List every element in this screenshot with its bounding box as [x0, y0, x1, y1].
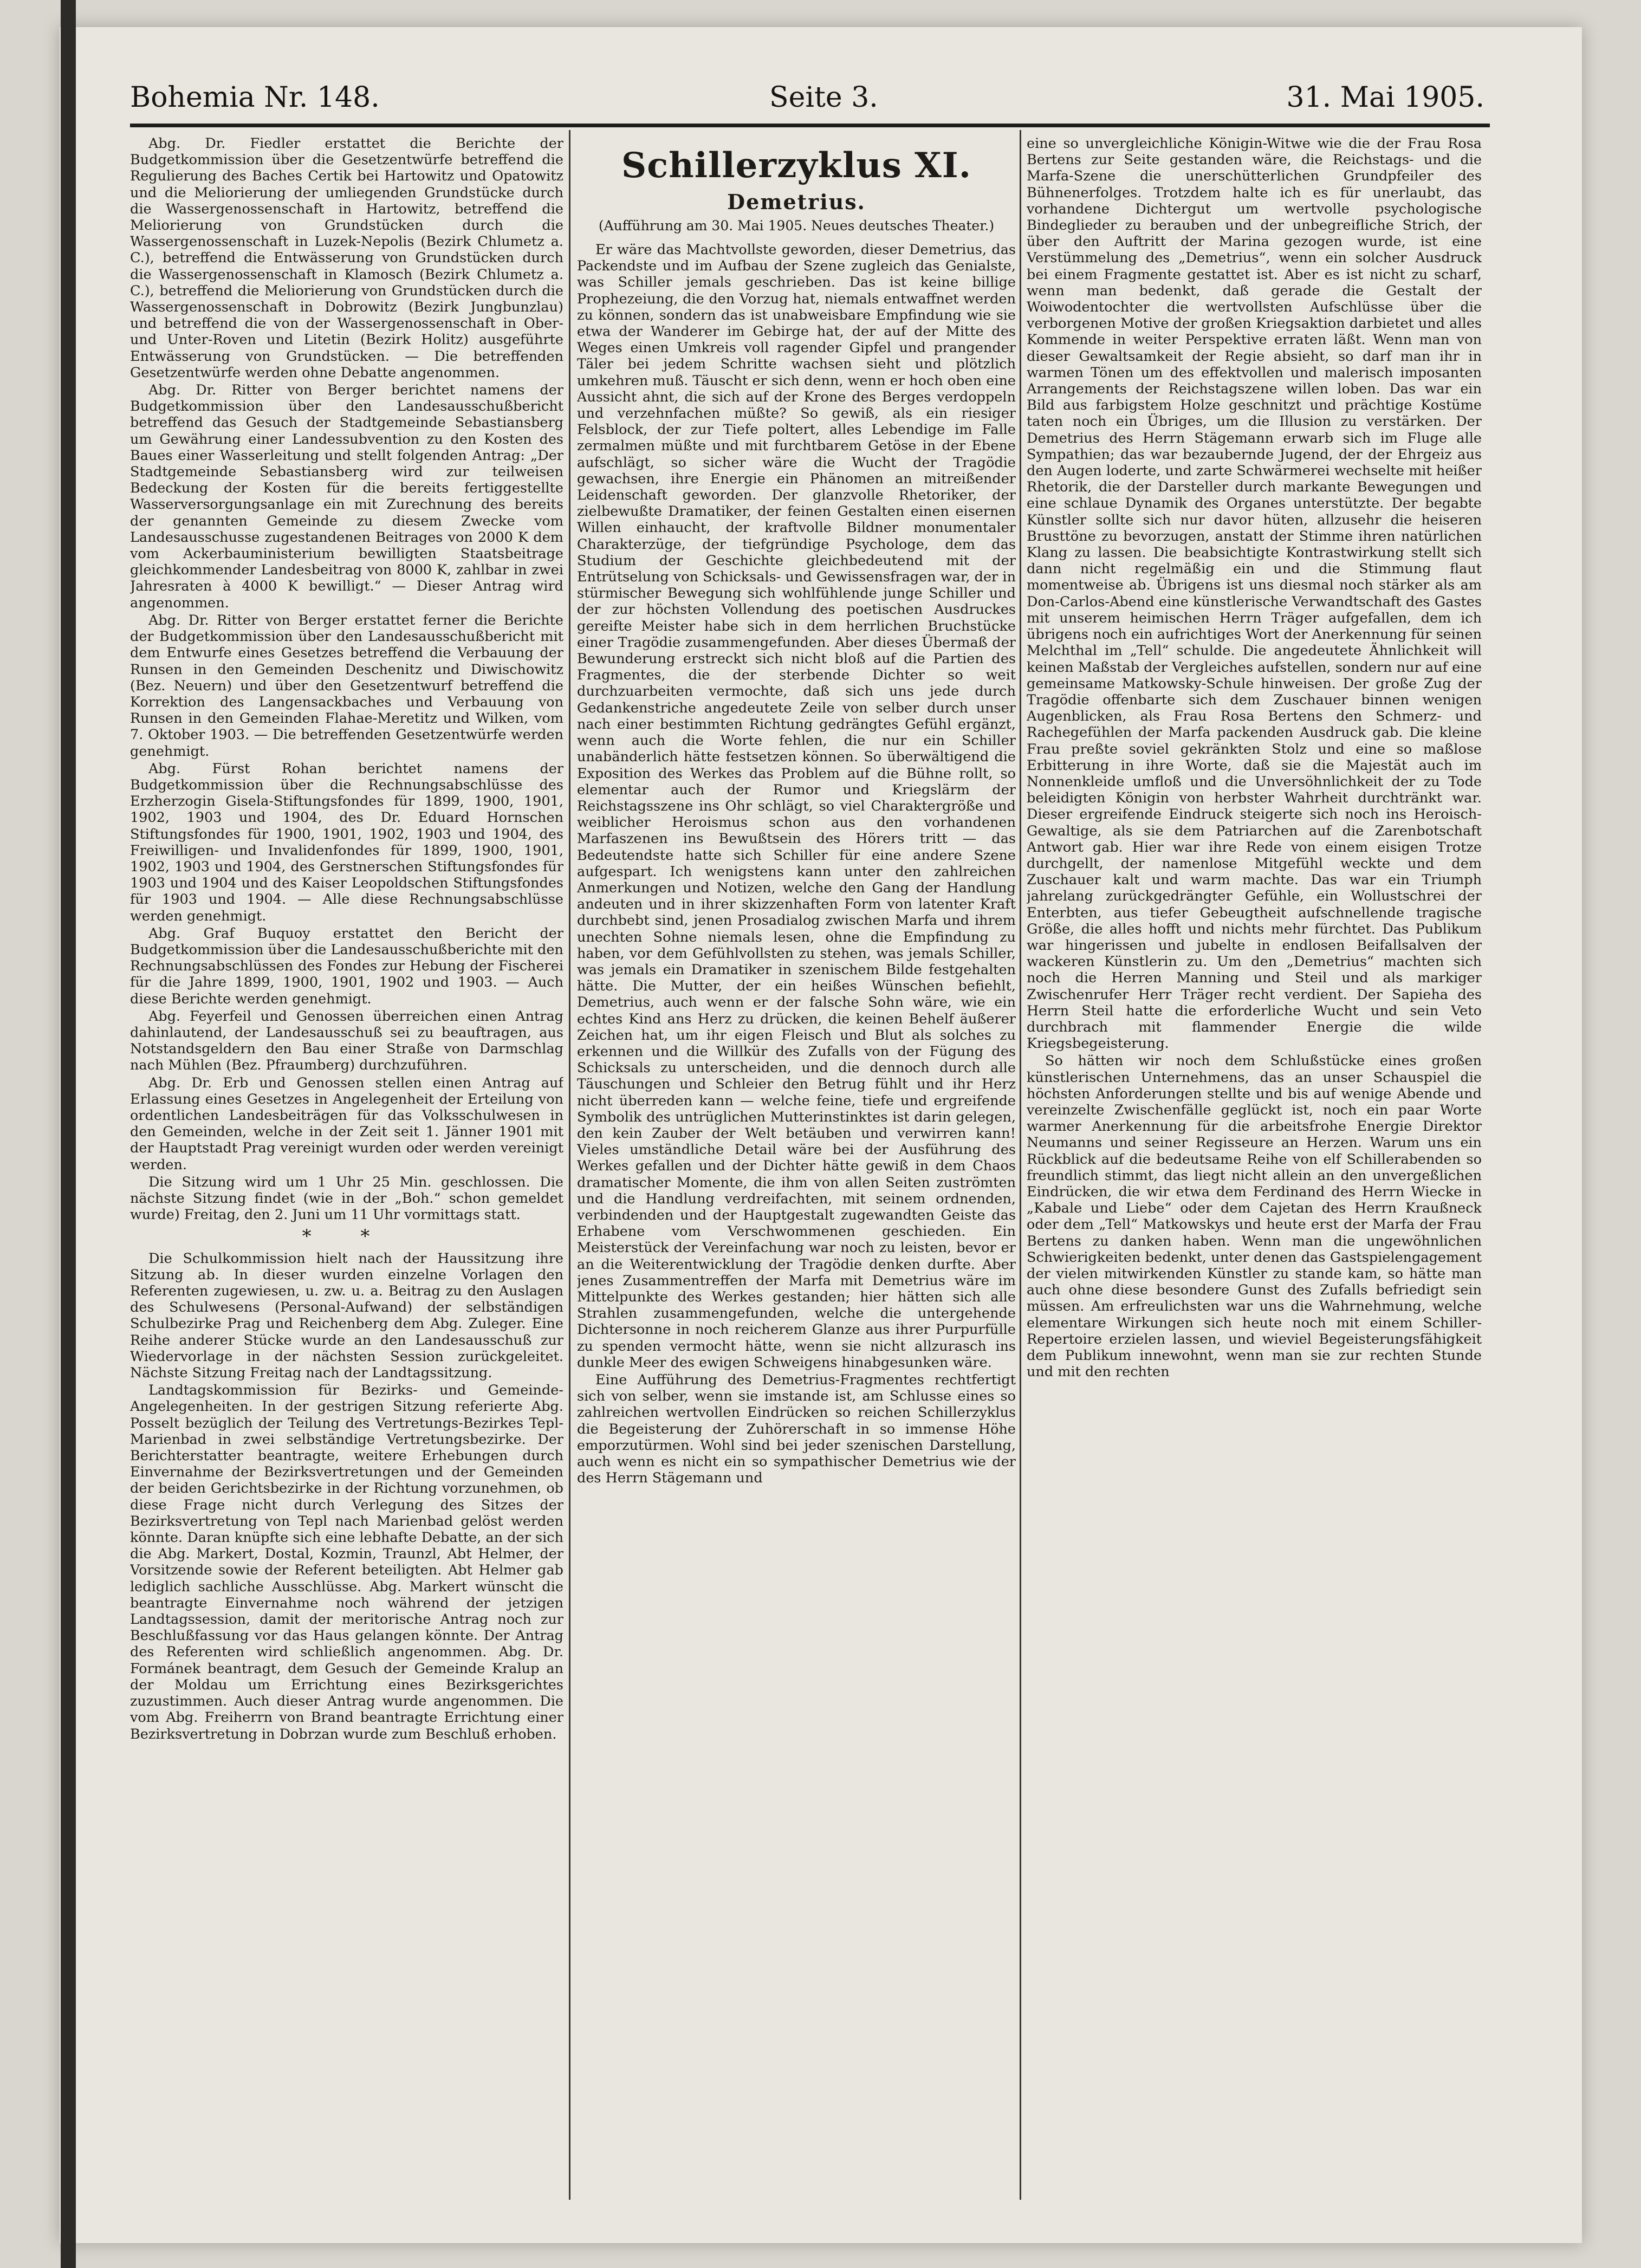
motion-erb: Abg. Dr. Erb und Genossen stellen einen Antrag auf Erlassung eines Gesetzes in Angelegenheit der Erteilung von ordentlichen Landesbeiträgen für das Volksschulwesen in den Gemeinden, welche in der Zeit seit 1. Jänner 1901 mit der Hauptstadt Prag vereinigt wurden oder werden vereinigt werden.	[130, 1074, 563, 1173]
report-fiedler: Abg. Dr. Fiedler erstattet die Berichte der Budgetkommission über die Gesetzentwürfe betreffend die Regulierung des Baches Certik bei Hartowitz und Opatowitz und die Meliorierung der umliegenden Grundstücke durch die Wassergenossenschaft in Hartowitz, betreffend die Meliorierung von Grundstücken durch die Wassergenossenschaft in Luzek-Nepolis (Bezirk Chlumetz a. C.), betreffend die Entwässerung von Grundstücken durch die Wassergenossenschaft in Klamosch (Bezirk Chlumetz a. C.), betreffend die Meliorierung von Grundstücken durch die Wassergenossenschaft in Dobrowitz (Bezirk Jungbunzlau) und betreffend die von der Wassergenossenschaft in Ober- und Unter-Roven und Litetin (Bezirk Holitz) ausgeführte Entwässerung von Grundstücken. — Die betreffenden Gesetzentwürfe werden ohne Debatte angenommen.	[130, 135, 563, 381]
header-rule	[130, 124, 1490, 127]
review-paragraph: Eine Aufführung des Demetrius-Fragmentes rechtfertigt sich von selber, wenn sie imstande ist, am Schlusse eines so zahlreichen wertvollen Eindrücken so reichen Schillerzyklus die Begeisterung der Zuhörerschaft in so immense Höhe emporzutürmen. Wohl sind bei jeder szenischen Darstellung, auch wenn es nicht ein so sympathischer Demetrius wie der des Herrn Stägemann und	[577, 1372, 1016, 1487]
performance-note: (Aufführung am 30. Mai 1905. Neues deutsches Theater.)	[598, 218, 995, 234]
district-commission-report: Landtagskommission für Bezirks- und Gemeinde-Angelegenheiten. In der gestrigen Sitzung referierte Abg. Posselt bezüglich der Teilung des Vertretungs-Bezirkes Tepl-Marienbad in zwei selbständige Vertretungsbezirke. Der Berichterstatter beantragte, weitere Erhebungen durch Einvernahme der Bezirksvertretungen und der Gemeinden der beiden Gerichtsbezirke in der Richtung vorzunehmen, ob diese Frage nicht durch Verlegung des Sitzes der Bezirksvertretung von Tepl nach Marienbad gelöst werden könnte. Daran knüpfte sich eine lebhafte Debatte, an der sich die Abg. Markert, Dostal, Kozmin, Traunzl, Abt Helmer, der Vorsitzende sowie der Referent beteiligten. Abt Helmer gab lediglich sachliche Ausschlüsse. Abg. Markert wünscht die beantragte Einvernahme noch während der jetzigen Landtagssession, damit der meritorische Antrag noch zur Beschlußfassung vor das Haus gelangen könnte. Der Antrag des Referenten wird schließlich angenommen. Abg. Dr. Formánek beantragt, dem Gesuch der Gemeinde Kralup an der Moldau um Errichtung eines Bezirksgerichtes zuzustimmen. Auch dieser Antrag wurde angenommen. Die vom Abg. Freiherrn von Brand beantragte Errichtung einer Bezirksvertretung in Dobrzan wurde zum Beschluß erhoben.	[130, 1382, 563, 1742]
article-subtitle: Demetrius.	[727, 190, 866, 214]
report-berger-sebastiansberg: Abg. Dr. Ritter von Berger berichtet namens der Budgetkommission über den Landesausschußbericht betreffend das Gesuch der Stadtgemeinde Sebastiansberg um Gewährung einer Landessubvention zu den Kosten des Baues einer Wasserleitung und stellt folgenden Antrag: „Der Stadtgemeinde Sebastiansberg wird zur teilweisen Bedeckung der Kosten für die bereits fertiggestellte Wasserversorgungsanlage ein mit Zurechnung des bereits der genannten Gemeinde zu diesem Zwecke vom Landesausschusse zugestandenen Beitrages von 2000 K dem vom Ackerbauministerium bewilligten Staatsbeitrage gleichkommender Landesbeitrag von 8000 K, zahlbar in zwei Jahresraten à 4000 K bewilligt.“ — Dieser Antrag wird angenommen.	[130, 382, 563, 611]
review-paragraph: eine so unvergleichliche Königin-Witwe wie die der Frau Rosa Bertens zur Seite gestanden wäre, die Reichstags- und die Marfa-Szene die unerschütterlichen Grundpfeiler des Bühnenerfolges. Trotzdem halte ich es für unerlaubt, das vorhandene Dichtergut um wertvolle psychologische Bindeglieder zu berauben und der unbegreifliche Strich, der über den Auftritt der Marina gezogen wurde, ist eine Verstümmelung des „Demetrius“, wenn ein solcher Ausdruck bei einem Fragmente gestattet ist. Aber es ist nicht zu scharf, wenn man bedenkt, daß gerade die Gestalt der Woiwodentochter die wertvollsten Aufschlüsse über die verborgenen Motive der großen Kriegsaktion darbietet und alles Kommende in weiter Perspektive erraten läßt. Wenn man von dieser Gewaltsamkeit der Regie absieht, so darf man ihr in warmen Tönen um des effektvollen und malerisch imposanten Arrangements der Reichstagszene willen loben. Das war ein Bild aus farbigstem Holze geschnitzt und prächtige Kostüme taten noch ein Übriges, um die Illusion zu verstärken. Der Demetrius des Herrn Stägemann erwarb sich im Fluge alle Sympathien; das war bezaubernde Jugend, der der Ehrgeiz aus den Augen loderte, und zarte Schwärmerei wechselte mit heißer Rhetorik, die der Darsteller durch markante Bewegungen und eine schlaue Dynamik des Organes unterstützte. Der begabte Künstler sollte sich nur davor hüten, allzusehr die heiseren Brusttöne zu bevorzugen, anstatt der Stimme ihren natürlichen Klang zu lassen. Die beabsichtigte Kontrastwirkung stellt sich dann nicht regelmäßig ein und die Stimmung flaut momentweise ab. Übrigens ist uns diesmal noch stärker als am Don-Carlos-Abend eine künstlerische Verwandtschaft des Gastes mit unserem heimischen Herrn Träger aufgefallen, dem ich übrigens noch ein aufrichtiges Wort der Anerkennung für seinen Melchthal im „Tell“ schulde. Die angedeutete Ähnlichkeit will keinen Maßstab der Vergleiches aufstellen, sondern nur auf eine gemeinsame Matkowsky-Schule hinweisen. Der große Zug der Tragödie offenbarte sich dem Zuschauer binnen wenigen Augenblicken, als Frau Rosa Bertens den Schmerz- und Rachegefühlen der Marfa packenden Ausdruck gab. Die kleine Frau preßte soviel gekränkten Stolz und eine so maßlose Erbitterung in ihre Worte, daß sie die Majestät auch im Nonnenkleide umfloß und die Unversöhnlichkeit der zu Tode beleidigten Königin von herbster Wahrheit durchtränkt war. Dieser ergreifende Eindruck steigerte sich noch ins Heroisch-Gewaltige, als sie dem Patriarchen auf die Zarenbotschaft Antwort gab. Hier war ihre Rede von einem eisigen Trotze durchgellt, der namenlose Mitgefühl weckte und dem Zuschauer kalt und warm machte. Das war ein Triumph jahrelang zurückgedrängter Gefühle, ein Wollustschrei der Enterbten, aus tiefer Gebeugtheit aufschnellende tragische Größe, die alles hofft und nichts mehr fürchtet. Das Publikum war hingerissen und jubelte in endlosen Beifallsalven der wackeren Künstlerin zu. Um den „Demetrius“ machten sich noch die Herren Manning und Steil und als markiger Zwischenrufer Herr Träger recht verdient. Der Sapieha des Herrn Steil hatte die erforderliche Wucht und sein Veto durchbrach mit flammender Energie die wilde Kriegsbegeisterung.	[1027, 135, 1482, 1052]
column-1	[130, 135, 563, 2200]
section-separator: * *	[302, 1226, 392, 1248]
review-paragraph: So hätten wir noch dem Schlußstücke eines großen künstlerischen Unternehmens, das an unser Schauspiel die höchsten Anforderungen stellte und bis auf wenige Abende und vereinzelte Zwischenfälle geglückt ist, noch ein paar Worte warmer Anerkennung für die arbeitsfrohe Energie Direktor Neumanns und seiner Regisseure an Herzen. Warum uns ein Rückblick auf die bedeutsame Reihe von elf Schillerabenden so freundlich stimmt, das liegt nicht allein an den unvergeßlichen Eindrücken, die wir etwa dem Ferdinand des Herrn Wiecke in „Kabale und Liebe“ oder dem Cajetan des Herrn Kraußneck oder dem „Tell“ Matkowskys und heute erst der Marfa der Frau Bertens zu danken haben. Wenn man die ungewöhnlichen Schwierigkeiten bedenkt, unter denen das Gastspielengagement der vielen mitwirkenden Künstler zu stande kam, so hätte man auch ohne diese besondere Gunst des Zufalls befriedigt sein müssen. Am erfreulichsten war uns die Wahrnehmung, welche elementare Wirkungen sich heute noch mit einem Schiller-Repertoire erzielen lassen, und wieviel Begeisterungsfähigkeit dem Publikum innewohnt, wenn man sie zur rechten Stunde und mit den rechten	[1027, 1053, 1482, 1381]
page-header	[130, 81, 1484, 119]
report-buquoy: Abg. Graf Buquoy erstattet den Bericht der Budgetkommission über die Landesausschußberichte mit den Rechnungsabschlüssen des Fondes zur Hebung der Fischerei für die Jahre 1899, 1900, 1901, 1902 und 1903. — Auch diese Berichte werden genehmigt.	[130, 925, 563, 1007]
page-number: Seite 3.	[769, 81, 878, 114]
report-berger-runsen: Abg. Dr. Ritter von Berger erstattet ferner die Berichte der Budgetkommission über den Landesausschußbericht mit dem Entwurfe eines Gesetzes betreffend die Verbauung der Runsen in den Gemeinden Deschenitz und Diwischowitz (Bez. Neuern) und über den Gesetzentwurf betreffend die Korrektion des Langensackbaches und Verbauung von Runsen in den Gemeinden Flahae-Meretitz und Wilken, vom 7. Oktober 1903. — Die betreffenden Gesetzentwürfe werden genehmigt.	[130, 612, 563, 760]
review-paragraph: Er wäre das Machtvollste geworden, dieser Demetrius, das Packendste und im Aufbau der Szene zugleich das Genialste, was Schiller jemals geschrieben. Das ist keine billige Prophezeiung, die den Vorzug hat, niemals entwaffnet werden zu können, sondern das ist unabweisbare Empfindung wie sie etwa der Wanderer im Gebirge hat, der auf der Mitte des Weges einen Umkreis voll ragender Gipfel und prangender Täler bei jedem Schritte wachsen sieht und plötzlich umkehren muß. Täuscht er sich denn, wenn er hoch oben eine Aussicht ahnt, die sich auf der Krone des Berges verdoppeln und verzehnfachen müßte? So gewiß, als ein riesiger Felsblock, der zur Tiefe poltert, alles Lebendige im Falle zermalmen müßte und mit furchtbarem Getöse in der Ebene aufschlägt, so sicher wäre die Wucht der Tragödie gewachsen, ihre Energie ein Phänomen an mitreißender Leidenschaft geworden. Der glanzvolle Rhetoriker, der zielbewußte Dramatiker, der feinen Gestalten einen eisernen Willen einhaucht, der kraftvolle Bildner monumentaler Charakterzüge, der tiefgründige Psychologe, dem das Studium der Geschichte gleichbedeutend mit der Entrütselung von Schicksals- und Gewissensfragen war, der in stürmischer Bewegung sich wohlfühlende junge Schiller und der zur höchsten Vollendung des poetischen Ausdruckes gereifte Meister habe sich in dem herrlichen Bruchstücke einer Tragödie zusammengefunden. Aber dieses Übermaß der Bewunderung erstreckt sich nicht bloß auf die Partien des Fragmentes, die der sterbende Dichter so weit durchzuarbeiten vermochte, daß sich uns jede durch Gedankenstriche angedeutete Zeile von selber durch unser nach einer bestimmten Richtung gedrängtes Gefühl ergänzt, wenn auch die Worte fehlen, die nur ein Schiller unabänderlich hätte festsetzen können. So überwältigend die Exposition des Werkes das Problem auf die Bühne rollt, so elementar auch der Rumor und Kriegslärm der Reichstagsszene ins Ohr schlägt, so viel Charaktergröße und weiblicher Heroismus schon aus den vorhandenen Marfaszenen ins Bewußtsein des Hörers tritt — das Bedeutendste hatte sich Schiller für eine andere Szene aufgespart. Ich wenigstens kann unter den zahlreichen Anmerkungen und Notizen, welche den Gang der Handlung andeuten und in ihrer skizzenhaften Form von latenter Kraft durchbebt sind, jenen Prosadialog zwischen Marfa und ihrem unechten Sohne niemals lesen, ohne die Empfindung zu haben, vor dem Gefühlvollsten zu stehen, was jemals Schiller, was jemals ein Dramatiker in szenischem Bilde festgehalten hätte. Die Mutter, der ein heißes Wünschen befiehlt, Demetrius, auch wenn er der falsche Sohn wäre, wie ein echtes Kind ans Herz zu drücken, die keinen Behelf äußerer Zeichen hat, um ihr eigen Fleisch und Blut als solches zu erkennen und die Willkür des Zufalls von der Fügung des Schicksals zu unterscheiden, und die dennoch durch alle Täuschungen und Schleier den Betrug fühlt und ihr Herz nicht überreden kann — welche feine, tiefe und ergreifende Symbolik des untrüglichen Mutterinstinktes ist darin gelegen, den kein Zauber der Welt betäuben und verwirren kann! Vieles umständliche Detail wäre bei der Ausführung des Werkes gefallen und der Dichter hätte gewiß in dem Chaos dramatischer Momente, die ihm von allen Seiten zuströmten und die Handlung verdreifachten, mit seinem ordnenden, verbindenden und der Hauptgestalt zugewandten Geiste das Erhabene vom Verschwommenen geschieden. Ein Meisterstück der Vereinfachung war noch zu leisten, bevor er an die Weiterentwicklung der Tragödie denken durfte. Aber jenes Zusammentreffen der Marfa mit Demetrius wäre im Mittelpunkte des Werkes gestanden; hier hätten sich alle Strahlen zusammengefunden, welche die untergehende Dichtersonne in noch reicherem Glanze aus ihrer Purpurfülle zu spenden vermocht hätte, wenn sie nicht allzurasch ins dunkle Meer des ewigen Schweigens hinabgesunken wäre.	[577, 242, 1016, 1371]
column-rule-2	[1020, 130, 1021, 2200]
column-2	[577, 135, 1016, 2200]
column-3	[1027, 135, 1482, 2200]
newspaper-issue: Bohemia Nr. 148.	[130, 81, 380, 114]
session-closing: Die Sitzung wird um 1 Uhr 25 Min. geschlossen. Die nächste Sitzung findet (wie in der „Boh.“ schon gemeldet wurde) Freitag, den 2. Juni um 11 Uhr vormittags statt.	[130, 1174, 563, 1223]
scan-binding-edge	[61, 0, 76, 2268]
column-rule-1	[569, 130, 570, 2200]
report-rohan: Abg. Fürst Rohan berichtet namens der Budgetkommission über die Rechnungsabschlüsse des Erzherzogin Gisela-Stiftungsfondes für 1899, 1900, 1901, 1902, 1903 und 1904, des Dr. Eduard Hornschen Stiftungsfondes für 1900, 1901, 1902, 1903 und 1904, des Freiwilligen- und Invalidenfondes für 1899, 1900, 1901, 1902, 1903 und 1904, des Gerstnerschen Stiftungsfondes für 1903 und 1904 und des Kaiser Leopoldschen Stiftungsfondes für 1903 und 1904. — Alle diese Rechnungsabschlüsse werden genehmigt.	[130, 760, 563, 924]
issue-date: 31. Mai 1905.	[1286, 81, 1484, 114]
school-commission-report: Die Schulkommission hielt nach der Haussitzung ihre Sitzung ab. In dieser wurden einzelne Vorlagen den Referenten zugewiesen, u. zw. u. a. Beitrag zu den Auslagen des Schulwesens (Personal-Aufwand) der selbständigen Schulbezirke Prag und Reichenberg dem Abg. Zuleger. Eine Reihe anderer Stücke wurde an den Landesausschuß zur Wiedervorlage in der nächsten Session zurückgeleitet. Nächste Sitzung Freitag nach der Landtagssitzung.	[130, 1250, 563, 1382]
motion-feyerfeil: Abg. Feyerfeil und Genossen überreichen einen Antrag dahinlautend, der Landesausschuß sei zu beauftragen, aus Notstandsgeldern den Bau einer Straße von Darmschlag nach Mühlen (Bez. Pfraumberg) durchzuführen.	[130, 1008, 563, 1074]
article-title: Schillerzyklus XI.	[621, 145, 971, 186]
